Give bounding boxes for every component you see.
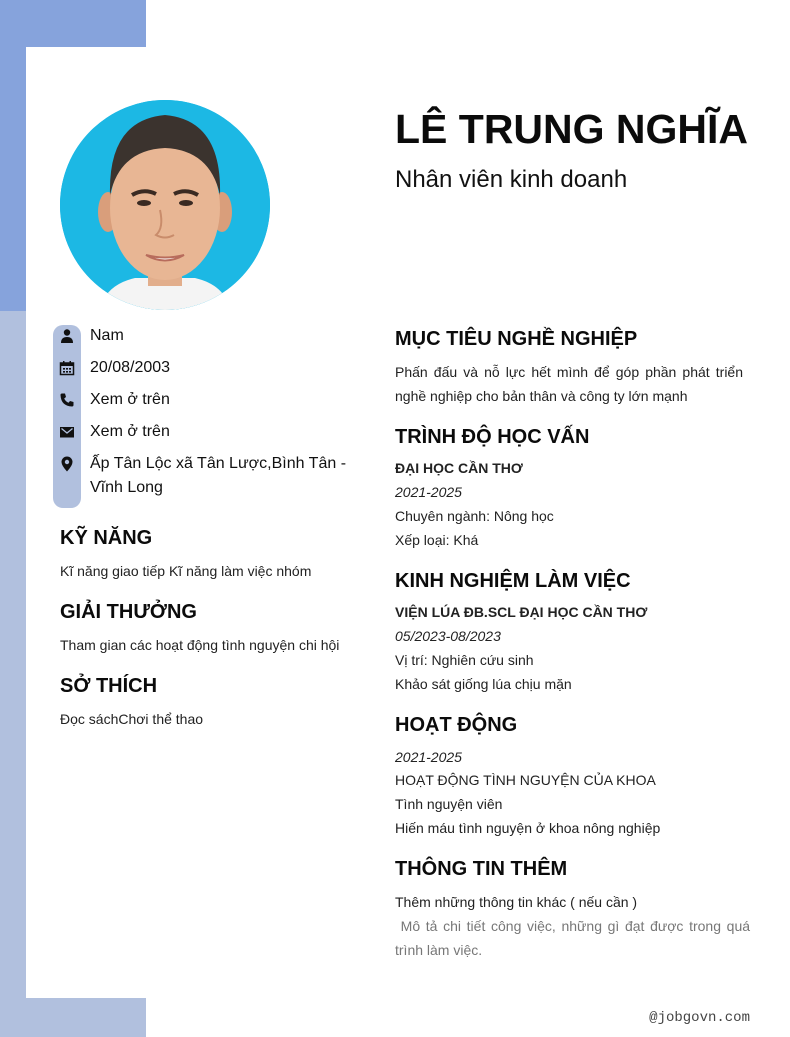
skills-text: Kĩ năng giao tiếp Kĩ năng làm việc nhóm xyxy=(60,563,312,579)
calendar-icon xyxy=(58,359,76,377)
skills-heading: KỸ NĂNG xyxy=(60,527,153,549)
activities-description: Hiến máu tình nguyện ở khoa nông nghiệp xyxy=(395,820,661,836)
mail-icon xyxy=(58,423,76,441)
watermark: @jobgovn.com xyxy=(649,1010,750,1026)
experience-period: 05/2023-08/2023 xyxy=(395,628,501,644)
candidate-name: LÊ TRUNG NGHĨA xyxy=(395,106,749,152)
experience-position: Vị trí: Nghiên cứu sinh xyxy=(395,652,534,668)
contact-gender xyxy=(58,324,350,348)
profile-photo xyxy=(60,100,270,310)
contact-birthdate xyxy=(58,356,350,380)
gender-value: Nam xyxy=(90,327,124,344)
experience-description: Khảo sát giống lúa chịu mặn xyxy=(395,676,572,692)
education-school: ĐẠI HỌC CẦN THƠ xyxy=(395,460,523,476)
phone-icon xyxy=(58,391,76,409)
additional-line2: Mô tả chi tiết công việc, những gì đạt được trong quá trình làm việc. xyxy=(395,918,754,958)
additional-heading: THÔNG TIN THÊM xyxy=(395,858,568,880)
portrait-placeholder-icon xyxy=(60,100,270,310)
education-major: Chuyên ngành: Nông học xyxy=(395,508,554,524)
hobbies-text: Đọc sáchChơi thể thao xyxy=(60,711,204,727)
contact-address xyxy=(58,452,350,500)
education-heading: TRÌNH ĐỘ HỌC VẤN xyxy=(395,426,590,448)
decor-bar-bottom-horizontal xyxy=(0,998,146,1037)
awards-text: Tham gian các hoạt động tình nguyện chi hội xyxy=(60,637,340,653)
job-title: Nhân viên kinh doanh xyxy=(395,166,628,193)
objective-heading: MỤC TIÊU NGHỀ NGHIỆP xyxy=(395,328,638,350)
education-period: 2021-2025 xyxy=(395,484,462,500)
additional-line1: Thêm những thông tin khác ( nếu cần ) xyxy=(395,894,638,910)
activities-heading: HOẠT ĐỘNG xyxy=(395,714,518,736)
location-pin-icon xyxy=(58,455,76,473)
experience-heading: KINH NGHIỆM LÀM VIỆC xyxy=(395,570,631,592)
activities-role: Tình nguyện viên xyxy=(395,796,503,812)
person-icon xyxy=(58,327,76,345)
contact-email xyxy=(58,420,350,444)
phone-value: Xem ở trên xyxy=(90,391,170,408)
address-value: Ấp Tân Lộc xã Tân Lược,Bình Tân - Vĩnh Long xyxy=(90,455,347,496)
email-value: Xem ở trên xyxy=(90,423,170,440)
contact-phone xyxy=(58,388,350,412)
decor-bar-bottom-vertical xyxy=(0,311,26,1037)
hobbies-heading: SỞ THÍCH xyxy=(60,675,158,697)
experience-org: VIỆN LÚA ĐB.SCL ĐẠI HỌC CẦN THƠ xyxy=(395,604,648,620)
decor-bar-top-horizontal xyxy=(0,0,146,47)
education-grade: Xếp loại: Khá xyxy=(395,532,479,548)
objective-text: Phấn đấu và nỗ lực hết mình để góp phần phát triển nghề nghiệp cho bản thân và công ty lớn mạnh xyxy=(395,364,743,404)
birthdate-value: 20/08/2003 xyxy=(90,359,171,376)
activities-org: HOẠT ĐỘNG TÌNH NGUYỆN CỦA KHOA xyxy=(395,772,656,788)
activities-period: 2021-2025 xyxy=(395,749,462,765)
awards-heading: GIẢI THƯỞNG xyxy=(60,601,197,623)
